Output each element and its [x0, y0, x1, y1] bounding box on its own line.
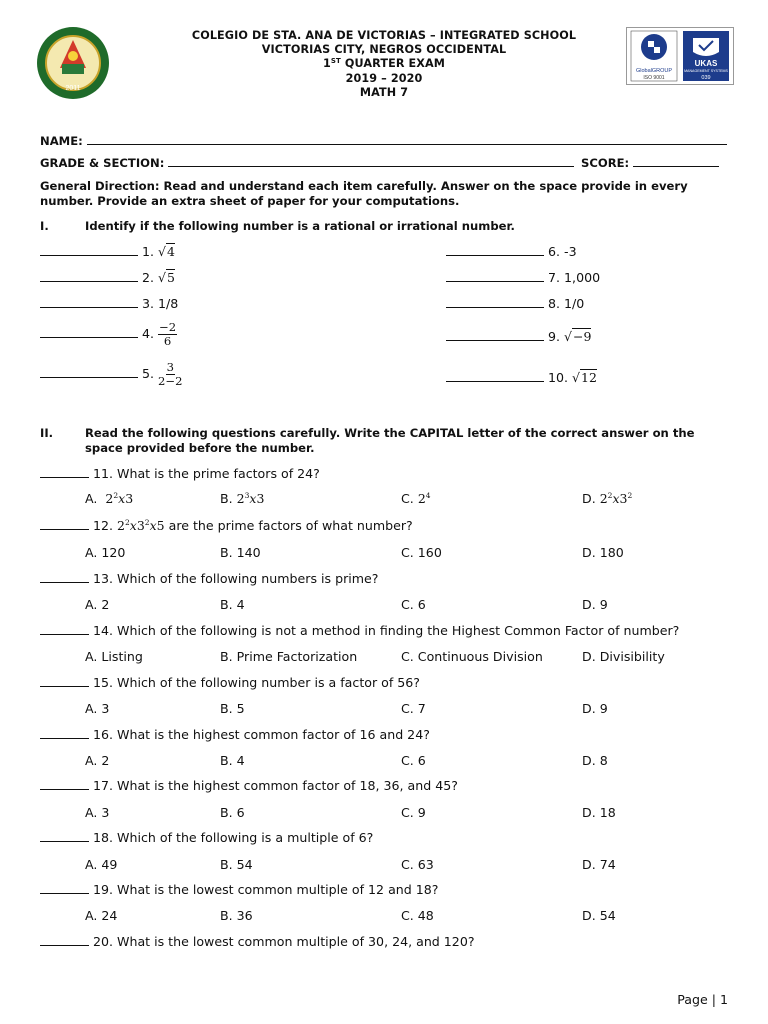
q12-choice-d[interactable]: D. 180 — [582, 545, 624, 560]
q15-choice-d[interactable]: D. 9 — [582, 701, 608, 716]
q13-choice-c[interactable]: C. 6 — [401, 597, 426, 612]
q17-choice-c[interactable]: C. 9 — [401, 805, 426, 820]
answer-blank[interactable] — [40, 519, 89, 530]
name-field[interactable] — [40, 133, 727, 148]
school-year: 2019 – 2020 — [345, 71, 423, 85]
q13-choice-b[interactable]: B. 4 — [220, 597, 245, 612]
q18-choice-c[interactable]: C. 63 — [401, 857, 434, 872]
part2-instruction: Read the following questions carefully. Write the CAPITAL letter of the correct answer on the space provided before the number. — [85, 426, 695, 455]
q11-choice-d[interactable]: D. $2^2x3^2$ — [582, 491, 633, 506]
q14-choice-d[interactable]: D. Divisibility — [582, 649, 665, 664]
q18-choice-a[interactable]: A. 49 — [85, 857, 118, 872]
answer-blank[interactable] — [40, 728, 89, 739]
q19-choice-d[interactable]: D. 54 — [582, 908, 616, 923]
general-direction: General Direction: Read and understand each item carefully. Answer on the space provide in every number. Provide an extra sheet of paper for your computations. — [40, 179, 688, 208]
exam-header — [150, 29, 618, 100]
q17-choice-d[interactable]: D. 18 — [582, 805, 616, 820]
school-seal-logo — [36, 26, 110, 100]
question-19: 19. What is the lowest common multiple of 12 and 18? — [40, 882, 438, 897]
answer-blank[interactable] — [40, 327, 138, 338]
question-11: 11. What is the prime factors of 24? — [40, 466, 320, 481]
part1-item-3: 3. 1/8 — [40, 296, 178, 311]
score-line[interactable] — [633, 155, 719, 167]
answer-blank[interactable] — [40, 676, 89, 687]
q14-choice-a[interactable]: A. Listing — [85, 649, 143, 664]
question-20: 20. What is the lowest common multiple of 30, 24, and 120? — [40, 934, 475, 949]
answer-blank[interactable] — [446, 297, 544, 308]
answer-blank[interactable] — [40, 624, 89, 635]
grade-section-label: GRADE & SECTION: — [40, 156, 165, 170]
answer-blank[interactable] — [40, 297, 138, 308]
part1-item-9: 9. √−9 — [446, 329, 591, 344]
grade-section-field[interactable] — [40, 155, 574, 170]
part1-item-2: 2. √5 — [40, 270, 175, 285]
answer-blank[interactable] — [40, 271, 138, 282]
answer-blank[interactable] — [446, 371, 544, 382]
cert-right-text: UKAS — [694, 59, 718, 68]
part1-instruction: Identify if the following number is a rational or irrational number. — [85, 219, 515, 233]
q15-choice-c[interactable]: C. 7 — [401, 701, 426, 716]
q12-choice-a[interactable]: A. 120 — [85, 545, 126, 560]
part1-item-4: 4. $\frac{-2}{6}$ — [40, 321, 177, 348]
q18-choice-b[interactable]: B. 54 — [220, 857, 253, 872]
q16-choice-d[interactable]: D. 8 — [582, 753, 608, 768]
name-label: NAME: — [40, 134, 83, 148]
part2-numeral: II. — [40, 426, 54, 440]
q14-choice-c[interactable]: C. Continuous Division — [401, 649, 543, 664]
name-line[interactable] — [87, 133, 727, 145]
question-17: 17. What is the highest common factor of 18, 36, and 45? — [40, 778, 458, 793]
page-number: Page | 1 — [677, 992, 728, 1007]
answer-blank[interactable] — [40, 367, 138, 378]
q11-choice-b[interactable]: B. $2^3x3$ — [220, 491, 265, 506]
q11-choice-c[interactable]: C. $2^4$ — [401, 491, 431, 506]
part1-item-1: 1. √4 — [40, 244, 175, 259]
answer-blank[interactable] — [40, 935, 89, 946]
exam-title: 1ST QUARTER EXAM — [323, 57, 445, 71]
q13-choice-a[interactable]: A. 2 — [85, 597, 110, 612]
q19-choice-a[interactable]: A. 24 — [85, 908, 118, 923]
part1-item-6: 6. -3 — [446, 244, 577, 259]
q16-choice-c[interactable]: C. 6 — [401, 753, 426, 768]
cert-right-sub: MANAGEMENT SYSTEMS — [684, 69, 728, 73]
q16-choice-a[interactable]: A. 2 — [85, 753, 110, 768]
question-18: 18. Which of the following is a multiple of 6? — [40, 830, 373, 845]
question-12: 12. $2^2x3^2x5$ are the prime factors of what number? — [40, 518, 413, 533]
answer-blank[interactable] — [40, 572, 89, 583]
answer-blank[interactable] — [40, 467, 89, 478]
cert-left-sub: ISO 9001 — [643, 75, 665, 81]
q19-choice-b[interactable]: B. 36 — [220, 908, 253, 923]
cert-left-text: GlobalGROUP — [635, 68, 673, 74]
q17-choice-b[interactable]: B. 6 — [220, 805, 245, 820]
grade-section-line[interactable] — [168, 155, 574, 167]
question-15: 15. Which of the following number is a factor of 56? — [40, 675, 420, 690]
part1-item-5: 5. $\frac{3}{2-2}$ — [40, 361, 183, 388]
q15-choice-b[interactable]: B. 5 — [220, 701, 245, 716]
score-field[interactable] — [581, 155, 719, 170]
q13-choice-d[interactable]: D. 9 — [582, 597, 608, 612]
answer-blank[interactable] — [40, 779, 89, 790]
cert-right-num: 039 — [701, 75, 711, 81]
q12-choice-c[interactable]: C. 160 — [401, 545, 442, 560]
q15-choice-a[interactable]: A. 3 — [85, 701, 110, 716]
part1-item-7: 7. 1,000 — [446, 270, 600, 285]
question-13: 13. Which of the following numbers is prime? — [40, 571, 378, 586]
part1-item-8: 8. 1/0 — [446, 296, 584, 311]
answer-blank[interactable] — [446, 330, 544, 341]
q17-choice-a[interactable]: A. 3 — [85, 805, 110, 820]
certification-logos — [626, 27, 734, 85]
part1-item-10: 10. √12 — [446, 370, 597, 385]
q12-choice-b[interactable]: B. 140 — [220, 545, 261, 560]
q16-choice-b[interactable]: B. 4 — [220, 753, 245, 768]
part1-numeral: I. — [40, 219, 49, 233]
school-location: VICTORIAS CITY, NEGROS OCCIDENTAL — [261, 43, 507, 57]
answer-blank[interactable] — [40, 831, 89, 842]
school-name: COLEGIO DE STA. ANA DE VICTORIAS – INTEGRATED SCHOOL — [191, 29, 577, 42]
q14-choice-b[interactable]: B. Prime Factorization — [220, 649, 358, 664]
answer-blank[interactable] — [446, 271, 544, 282]
score-label: SCORE: — [581, 156, 630, 170]
q19-choice-c[interactable]: C. 48 — [401, 908, 434, 923]
seal-year: 2011 — [65, 85, 81, 92]
question-14: 14. Which of the following is not a method in finding the Highest Common Factor of number? — [40, 623, 679, 638]
answer-blank[interactable] — [40, 883, 89, 894]
subject-title: MATH 7 — [359, 85, 409, 99]
q11-choice-a[interactable]: A. $2^2x3$ — [85, 491, 134, 506]
answer-blank[interactable] — [40, 245, 138, 256]
q18-choice-d[interactable]: D. 74 — [582, 857, 616, 872]
answer-blank[interactable] — [446, 245, 544, 256]
question-16: 16. What is the highest common factor of 16 and 24? — [40, 727, 430, 742]
